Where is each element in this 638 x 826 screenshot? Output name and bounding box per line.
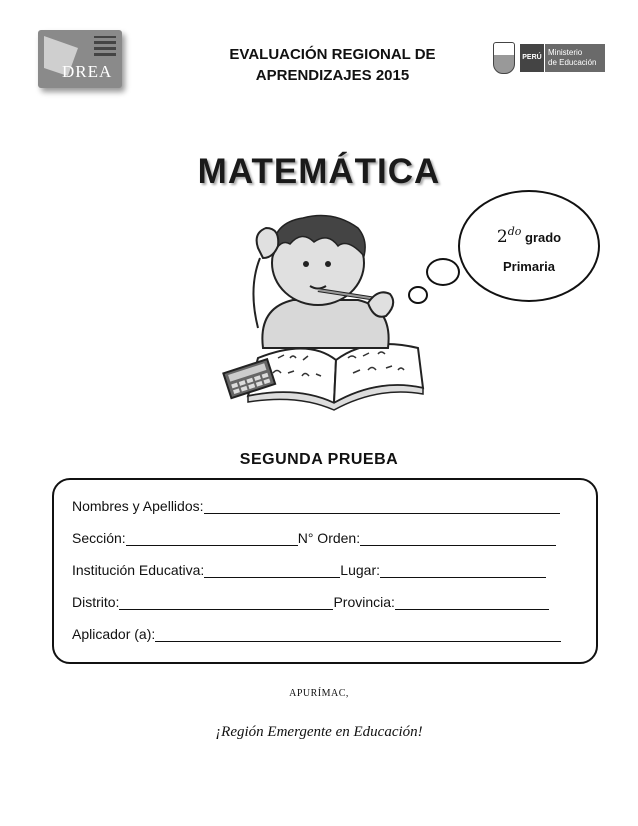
- grade-superscript: do: [507, 225, 522, 238]
- section-order-row: [72, 530, 556, 546]
- applicator-label: Aplicador (a):: [72, 626, 156, 642]
- grade-number: 2: [496, 227, 508, 247]
- ministry-name: [545, 44, 605, 72]
- names-label: Nombres y Apellidos:: [72, 498, 204, 514]
- order-input[interactable]: [360, 531, 556, 546]
- province-label: Provincia:: [333, 594, 395, 610]
- student-reading-illustration: [218, 208, 428, 413]
- district-label: Distrito:: [72, 594, 120, 610]
- grade-label: [458, 225, 600, 247]
- logo-bars-shape: [94, 36, 116, 56]
- school-label: Institución Educativa:: [72, 562, 205, 578]
- student-info-form: [52, 478, 598, 664]
- coat-of-arms-icon: [493, 42, 515, 74]
- grade-word: grado: [525, 230, 562, 245]
- applicator-row: [72, 626, 561, 642]
- ministry-logo: [493, 40, 608, 80]
- evaluation-title-line1: EVALUACIÓN REGIONAL DE: [229, 46, 436, 63]
- names-row: [72, 498, 560, 514]
- footer-place: APURÍMAC,: [289, 688, 349, 699]
- place-input[interactable]: [380, 563, 546, 578]
- district-province-row: [72, 594, 549, 610]
- section-label: Sección:: [72, 530, 126, 546]
- left-eye: [303, 261, 309, 267]
- district-input[interactable]: [119, 595, 333, 610]
- right-eye: [325, 261, 331, 267]
- evaluation-title: [200, 44, 465, 86]
- subject-title: MATEMÁTICA: [197, 152, 441, 191]
- ministry-name-line2: de Educación: [548, 58, 597, 67]
- school-input[interactable]: [204, 563, 340, 578]
- drea-logo: [38, 30, 122, 88]
- place-label: Lugar:: [340, 562, 380, 578]
- ministry-name-line1: Ministerio: [548, 48, 583, 57]
- left-arm: [253, 258, 260, 328]
- order-label: N° Orden:: [297, 530, 361, 546]
- section-title: SEGUNDA PRUEBA: [239, 451, 399, 468]
- footer-slogan: ¡Región Emergente en Educación!: [215, 724, 423, 740]
- school-place-row: [72, 562, 546, 578]
- applicator-input[interactable]: [155, 627, 561, 642]
- names-input[interactable]: [204, 499, 560, 514]
- thought-bubble-dot-small: [408, 286, 428, 304]
- thought-bubble-dot-medium: [426, 258, 460, 286]
- grade-level: Primaria: [502, 259, 556, 274]
- province-input[interactable]: [395, 595, 549, 610]
- section-input[interactable]: [126, 531, 298, 546]
- ministry-peru-label: PERÚ: [520, 44, 544, 72]
- evaluation-title-line2: APRENDIZAJES 2015: [255, 67, 410, 84]
- logo-text: DREA: [62, 62, 113, 81]
